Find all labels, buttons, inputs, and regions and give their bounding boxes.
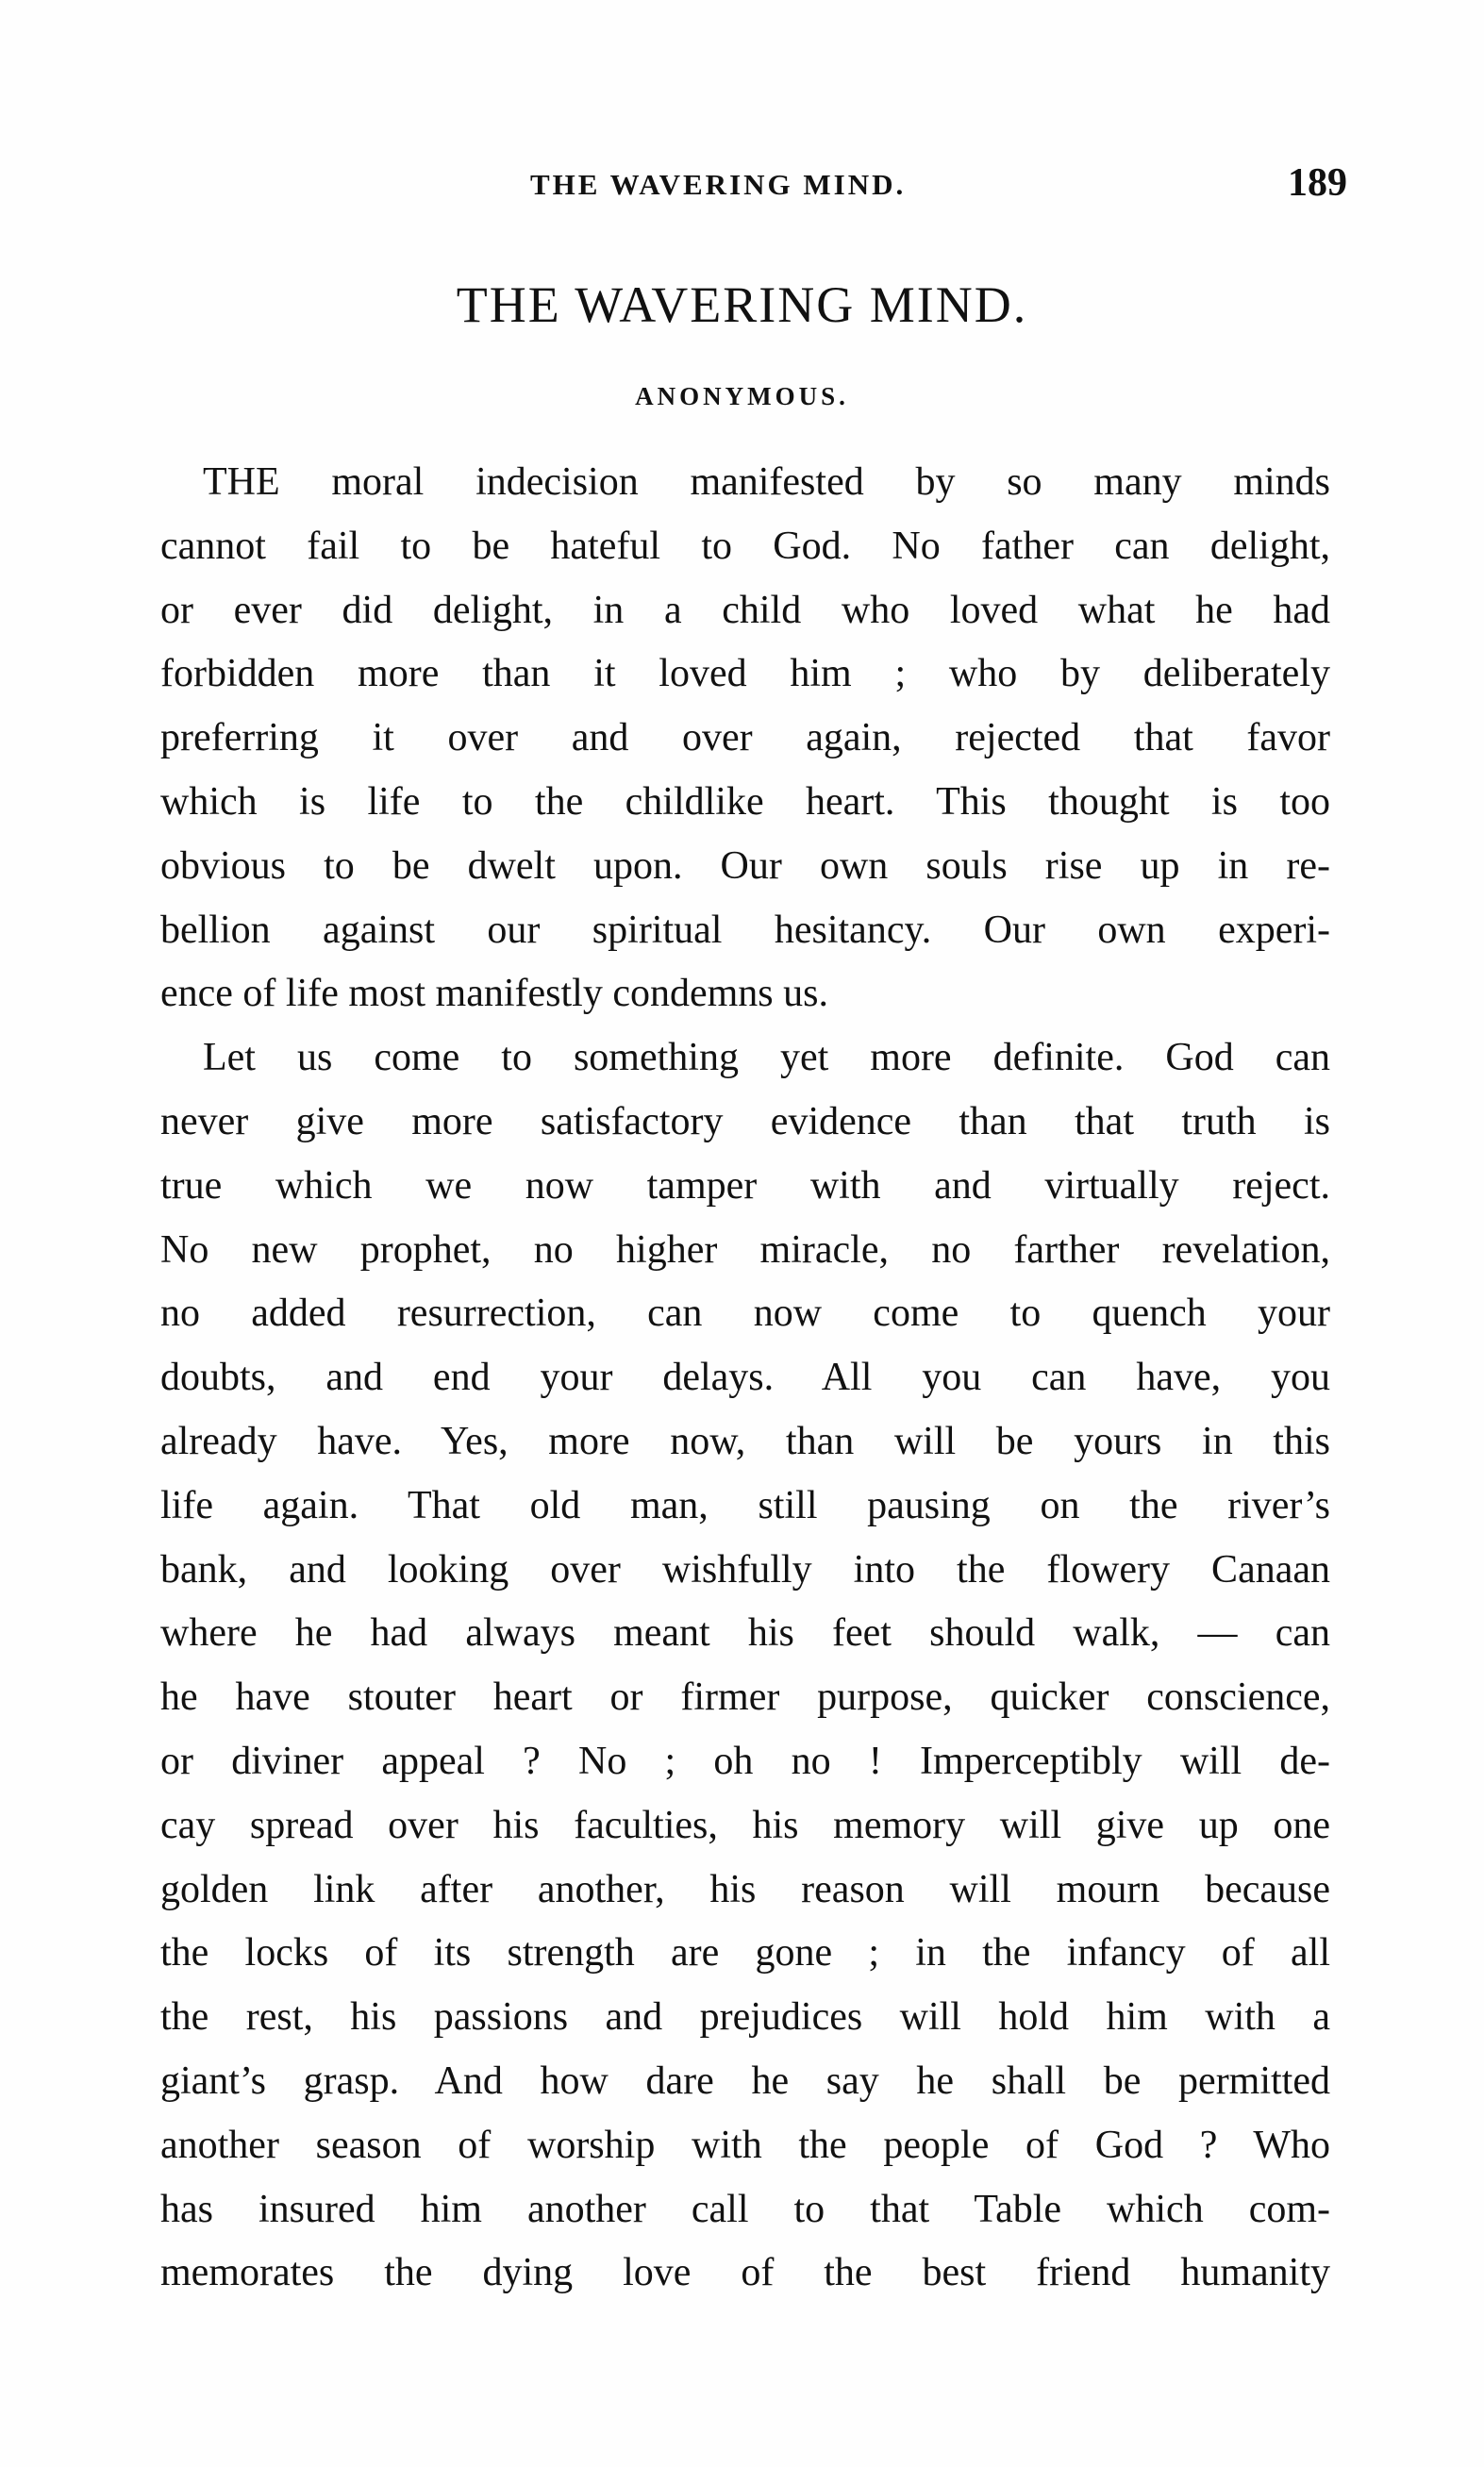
text-line: Let us come to something yet more definite. God can — [203, 1036, 1330, 1080]
text-line: he have stouter heart or firmer purpose, quicker conscience, — [160, 1675, 1330, 1720]
text-line: giant’s grasp. And how dare he say he shall be permitted — [160, 2059, 1330, 2103]
text-line: life again. That old man, still pausing on the river’s — [160, 1483, 1330, 1527]
text-line: cannot fail to be hateful to God. No father can delight, — [160, 524, 1330, 568]
article-author: ANONYMOUS. — [635, 382, 849, 410]
text-line: cay spread over his faculties, his memory will give up one — [160, 1803, 1330, 1847]
text-line: the rest, his passions and prejudices will hold him with a — [160, 1995, 1330, 2040]
text-line: ence of life most manifestly condemns us. — [160, 972, 828, 1016]
text-line: never give more satisfactory evidence than that truth is — [160, 1099, 1330, 1143]
text-line: preferring it over and over again, rejected that favor — [160, 716, 1330, 760]
text-line: golden link after another, his reason will mourn because — [160, 1867, 1330, 1911]
running-head — [0, 160, 1484, 217]
text-line: true which we now tamper with and virtually reject. — [160, 1163, 1330, 1208]
page-number: 189 — [1288, 161, 1347, 205]
text-line: or diviner appeal ? No ; oh no ! Imperceptibly will de- — [160, 1739, 1330, 1783]
text-line: forbidden more than it loved him ; who by deliberately — [160, 652, 1330, 696]
text-line: No new prophet, no higher miracle, no farther revelation, — [160, 1227, 1330, 1272]
text-line: memorates the dying love of the best friend humanity — [160, 2251, 1330, 2295]
article-title: THE WAVERING MIND. — [456, 276, 1028, 333]
text-line: bellion against our spiritual hesitancy. Our own experi- — [160, 908, 1330, 952]
text-line: the locks of its strength are gone ; in the infancy of all — [160, 1931, 1330, 1975]
article-body — [160, 451, 1330, 2306]
text-line: another season of worship with the people of God ? Who — [160, 2123, 1330, 2167]
text-line: has insured him another call to that Table which com- — [160, 2187, 1330, 2231]
text-line: bank, and looking over wishfully into the flowery Canaan — [160, 1547, 1330, 1592]
text-line: or ever did delight, in a child who loved what he had — [160, 588, 1330, 632]
text-line: obvious to be dwelt upon. Our own souls rise up in re- — [160, 843, 1330, 888]
text-line: THE moral indecision manifested by so many minds — [203, 460, 1330, 504]
text-line: no added resurrection, can now come to quench your — [160, 1292, 1330, 1336]
text-line: already have. Yes, more now, than will be yours in this — [160, 1419, 1330, 1463]
running-title: THE WAVERING MIND. — [530, 168, 907, 201]
text-line: which is life to the childlike heart. This thought is too — [160, 779, 1330, 824]
text-line: doubts, and end your delays. All you can have, you — [160, 1356, 1330, 1400]
text-line: where he had always meant his feet should walk, — can — [160, 1611, 1330, 1656]
